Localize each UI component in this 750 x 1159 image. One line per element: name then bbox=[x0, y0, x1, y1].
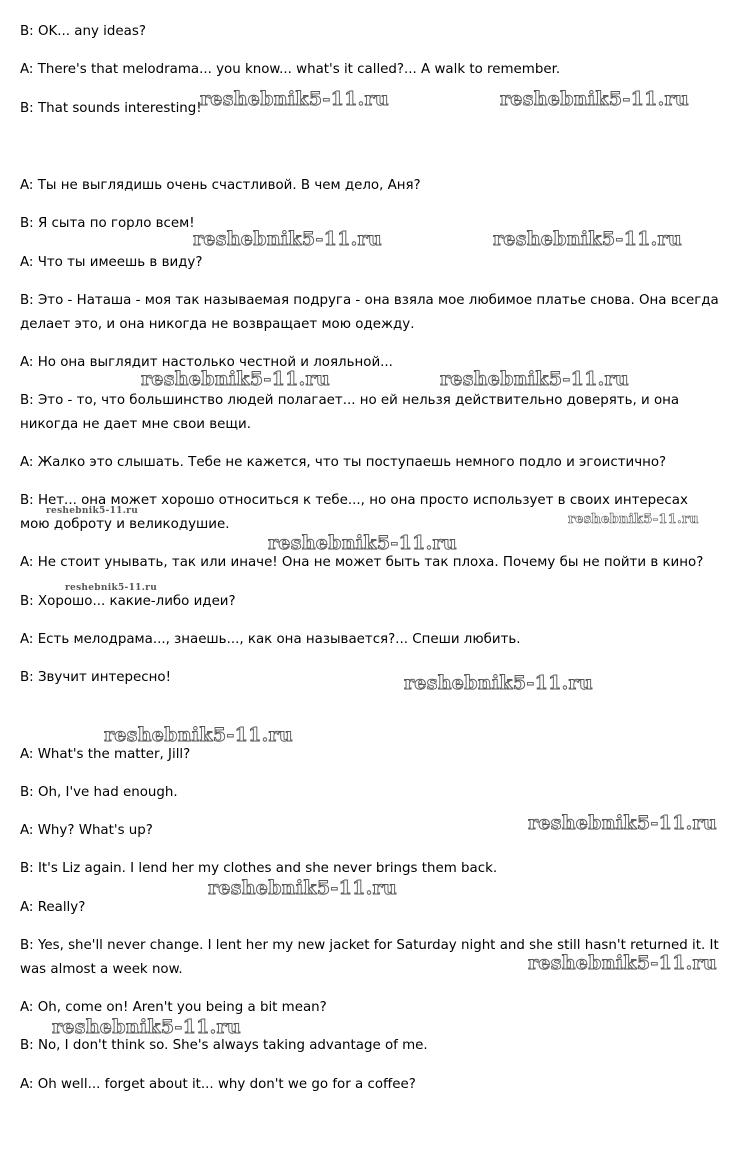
dialogue-line: B: Я сыта по горло всем! bbox=[20, 216, 195, 231]
watermark: reshebnik5-11.ru bbox=[200, 88, 389, 110]
dialogue-line: A: Oh well... forget about it... why don't we go for a coffee? bbox=[20, 1077, 416, 1092]
dialogue-line: B: Звучит интересно! bbox=[20, 670, 171, 685]
dialogue-line: A: Но она выглядит настолько честной и лояльной... bbox=[20, 355, 393, 370]
watermark: reshebnik5-11.ru bbox=[104, 724, 293, 746]
watermark: reshebnik5-11.ru bbox=[568, 512, 699, 527]
watermark: reshebnik5-11.ru bbox=[46, 506, 139, 516]
watermark: reshebnik5-11.ru bbox=[493, 228, 682, 250]
watermark: reshebnik5-11.ru bbox=[500, 88, 689, 110]
watermark: reshebnik5-11.ru bbox=[404, 672, 593, 694]
dialogue-line: A: There's that melodrama... you know... what's it called?... A walk to remember. bbox=[20, 62, 561, 77]
dialogue-line: B: Yes, she'll never change. I lent her my new jacket for Saturday night and she still hasn't returned it. It was almost a week now. bbox=[20, 938, 723, 977]
dialogue-line: A: Не стоит унывать, так или иначе! Она не может быть так плоха. Почему бы не пойти в кино? bbox=[20, 555, 704, 570]
dialogue-line: B: Oh, I've had enough. bbox=[20, 785, 178, 800]
dialogue-line: B: It's Liz again. I lend her my clothes and she never brings them back. bbox=[20, 861, 498, 876]
watermark: reshebnik5-11.ru bbox=[528, 812, 717, 834]
watermark: reshebnik5-11.ru bbox=[528, 952, 717, 974]
dialogue-line: A: Есть мелодрама..., знаешь..., как она называется?... Спеши любить. bbox=[20, 632, 521, 647]
dialogue-line: A: Oh, come on! Aren't you being a bit mean? bbox=[20, 1000, 327, 1015]
dialogue-line: B: Нет... она может хорошо относиться к тебе..., но она просто использует в своих интересах мою доброту и великодушие. bbox=[20, 493, 693, 532]
dialogue-line: B: That sounds interesting! bbox=[20, 101, 202, 116]
dialogue-line: A: Why? What's up? bbox=[20, 823, 153, 838]
dialogue-line: A: Ты не выглядишь очень счастливой. В чем дело, Аня? bbox=[20, 178, 421, 193]
dialogue-line: A: Что ты имеешь в виду? bbox=[20, 255, 203, 270]
dialogue-line: B: Это - то, что большинство людей полагает... но ей нельзя действительно доверять, и она никогда не дает мне свои вещи. bbox=[20, 393, 684, 432]
watermark: reshebnik5-11.ru bbox=[193, 228, 382, 250]
watermark: reshebnik5-11.ru bbox=[141, 368, 330, 390]
dialogue-line: A: Жалко это слышать. Тебе не кажется, что ты поступаешь немного подло и эгоистично? bbox=[20, 455, 667, 470]
dialogue-line: A: Really? bbox=[20, 900, 86, 915]
dialogue-line: B: No, I don't think so. She's always taking advantage of me. bbox=[20, 1038, 428, 1053]
watermark: reshebnik5-11.ru bbox=[440, 368, 629, 390]
dialogue-line: B: Это - Наташа - моя так называемая подруга - она взяла мое любимое платье снова. Она всегда делает это, и она никогда не возвращает мою одежду. bbox=[20, 293, 724, 332]
watermark: reshebnik5-11.ru bbox=[268, 532, 457, 554]
watermark: reshebnik5-11.ru bbox=[65, 583, 158, 593]
dialogue-line: B: Хорошо... какие-либо идеи? bbox=[20, 594, 236, 609]
dialogue-line: A: What's the matter, Jill? bbox=[20, 747, 191, 762]
watermark: reshebnik5-11.ru bbox=[208, 877, 397, 899]
dialogue-line: B: OK... any ideas? bbox=[20, 24, 146, 39]
watermark: reshebnik5-11.ru bbox=[52, 1016, 241, 1038]
